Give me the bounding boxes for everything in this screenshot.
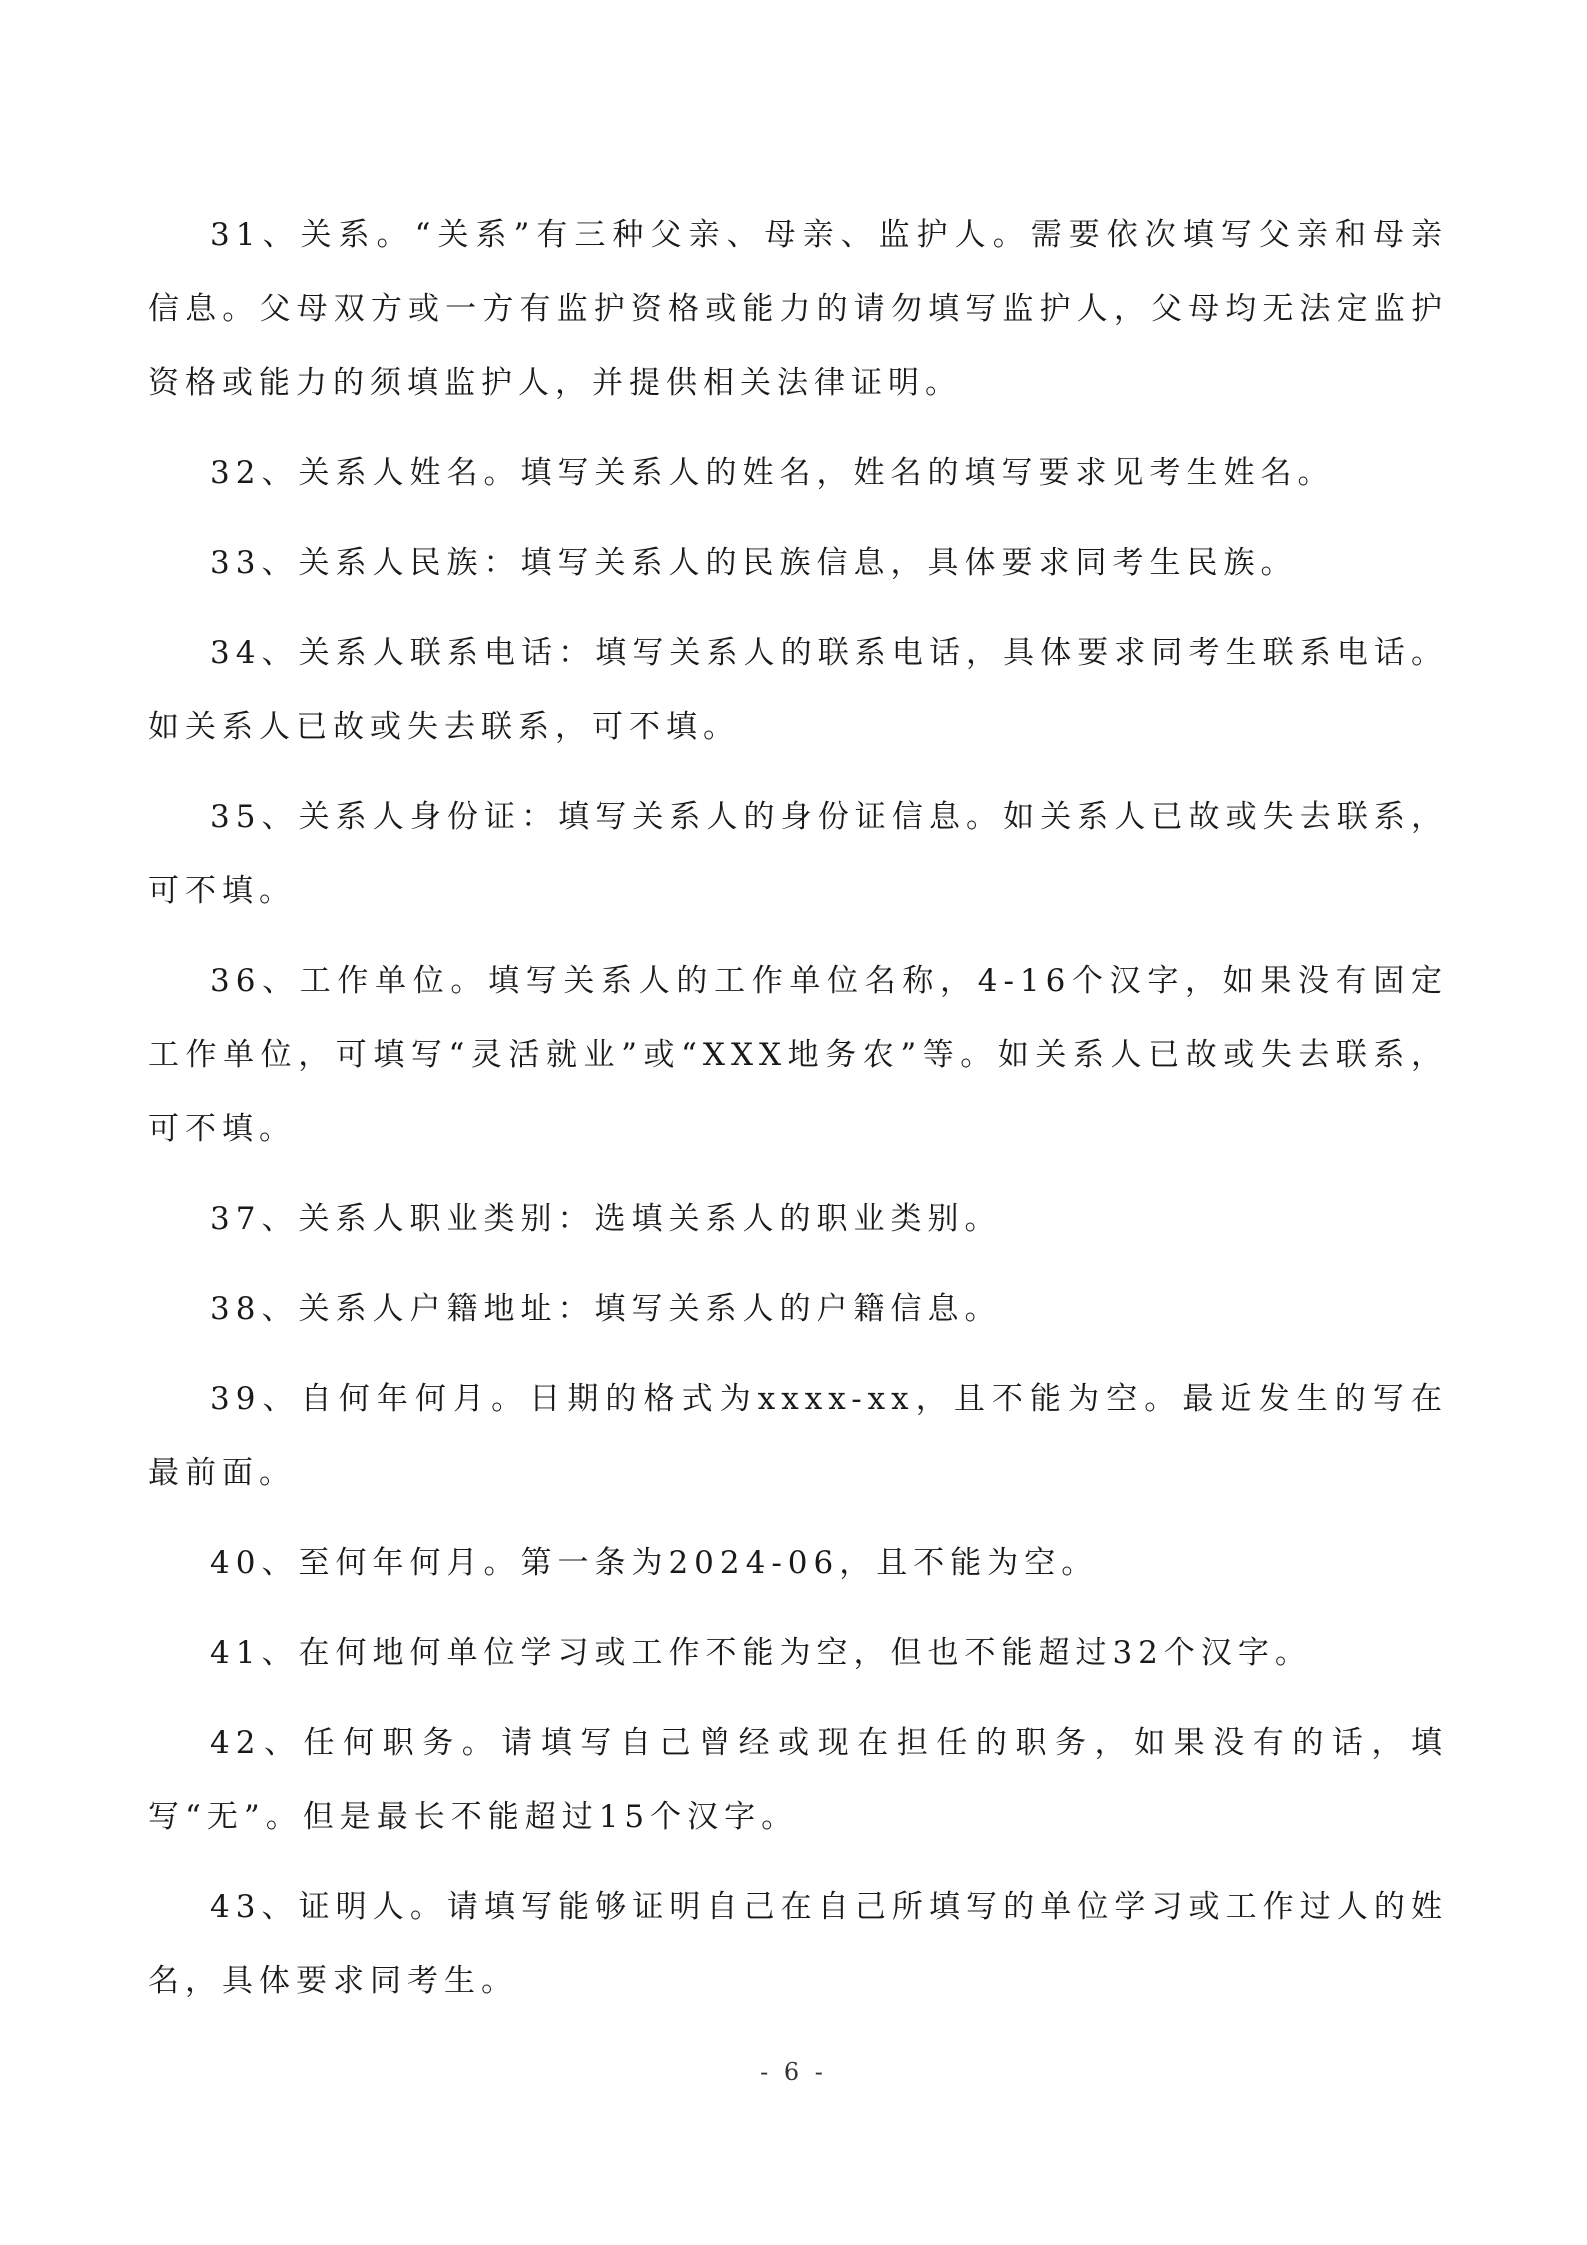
paragraph-32: 32、关系人姓名。填写关系人的姓名，姓名的填写要求见考生姓名。	[210, 455, 1335, 491]
paragraph-35: 35、关系人身份证：填写关系人的身份证信息。如关系人已故或失去联系，可不填。	[148, 799, 1448, 909]
document-body	[148, 198, 1448, 2034]
paragraph-42: 42、任何职务。请填写自己曾经或现在担任的职务，如果没有的话，填写“无”。但是最长不能超过15个汉字。	[148, 1725, 1448, 1835]
paragraph-40: 40、至何年何月。第一条为2024-06，且不能为空。	[210, 1545, 1099, 1581]
paragraph-38: 38、关系人户籍地址：填写关系人的户籍信息。	[210, 1291, 1002, 1327]
paragraph-31: 31、关系。“关系”有三种父亲、母亲、监护人。需要依次填写父亲和母亲信息。父母双方或一方有监护资格或能力的请勿填写监护人，父母均无法定监护资格或能力的须填监护人，并提供相关法律证明。	[148, 217, 1448, 401]
paragraph-33: 33、关系人民族：填写关系人的民族信息，具体要求同考生民族。	[210, 545, 1298, 581]
paragraph-37: 37、关系人职业类别：选填关系人的职业类别。	[210, 1201, 1002, 1237]
paragraph-34: 34、关系人联系电话：填写关系人的联系电话，具体要求同考生联系电话。如关系人已故或失去联系，可不填。	[148, 635, 1448, 745]
paragraph-39: 39、自何年何月。日期的格式为xxxx-xx，且不能为空。最近发生的写在最前面。	[148, 1381, 1448, 1491]
paragraph-43: 43、证明人。请填写能够证明自己在自己所填写的单位学习或工作过人的姓名，具体要求同考生。	[148, 1889, 1448, 1999]
paragraph-36: 36、工作单位。填写关系人的工作单位名称，4-16个汉字，如果没有固定工作单位，可填写“灵活就业”或“XXX地务农”等。如关系人已故或失去联系，可不填。	[148, 963, 1448, 1147]
paragraph-41: 41、在何地何单位学习或工作不能为空，但也不能超过32个汉字。	[210, 1635, 1312, 1671]
page-number: - 6 -	[760, 2058, 827, 2086]
